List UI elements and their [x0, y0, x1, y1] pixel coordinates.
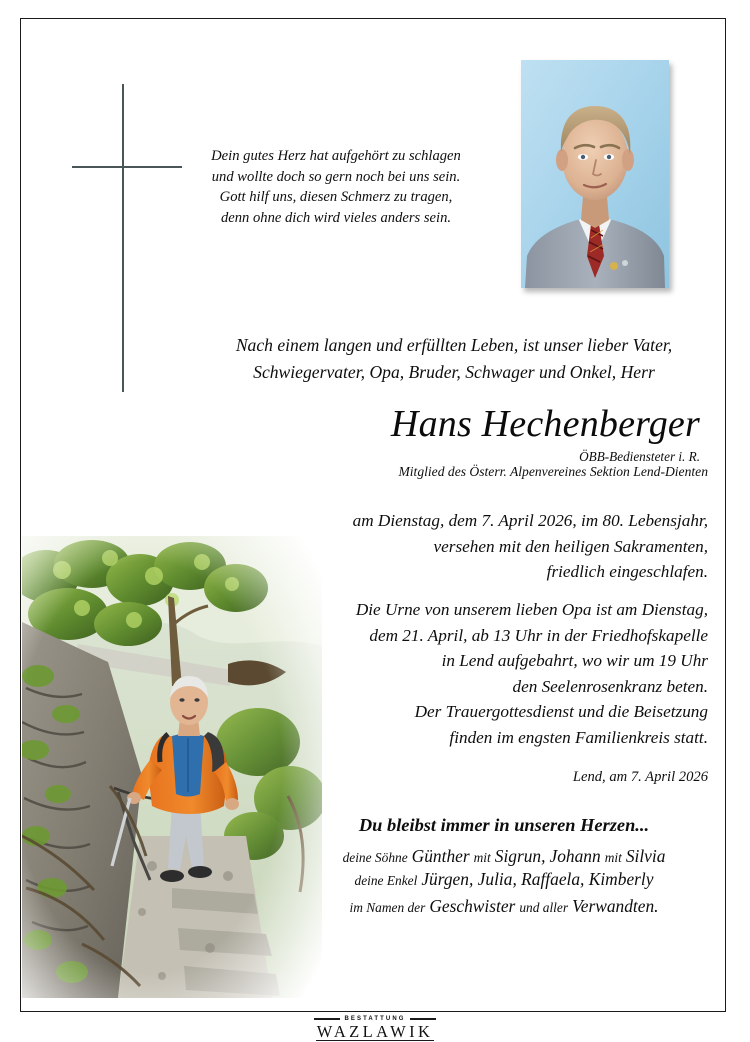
- cross-horizontal-bar: [72, 166, 182, 168]
- cross-vertical-bar: [122, 84, 124, 392]
- poem-verse: [176, 146, 496, 228]
- passing-details: [250, 508, 708, 585]
- closing-relatives: Verwandten.: [572, 896, 659, 916]
- cross-icon: [72, 84, 182, 392]
- farewell-line: Du bleibst immer in unseren Herzen...: [358, 815, 650, 835]
- urn-line: in Lend aufgebahrt, wo wir um 19 Uhr: [441, 651, 708, 670]
- sons-connector-1: mit: [473, 850, 491, 865]
- intro-text: [200, 332, 708, 386]
- urn-line: Die Urne von unserem lieben Opa ist am Dienstag,: [355, 600, 708, 619]
- service-line: Der Trauergottesdienst und die Beisetzung: [414, 702, 708, 721]
- poem-line: denn ohne dich wird vieles anders sein.: [220, 209, 452, 226]
- logo-rule-left: [314, 1018, 340, 1020]
- intro-line: Nach einem langen und erfüllten Leben, ist unser lieber Vater,: [235, 335, 673, 355]
- sons-prefix: deine Söhne: [342, 850, 408, 865]
- closing-siblings: Geschwister: [429, 896, 516, 916]
- passing-line: am Dienstag, dem 7. April 2026, im 80. Lebensjahr,: [352, 511, 708, 530]
- poem-line: Dein gutes Herz hat aufgehört zu schlagen: [211, 148, 461, 164]
- service-details: [280, 699, 708, 750]
- deceased-membership: Mitglied des Österr. Alpenvereines Sektion Lend-Dienten: [398, 464, 708, 479]
- passing-line: friedlich eingeschlafen.: [546, 562, 708, 581]
- son-name-guenther: Günther: [411, 846, 470, 866]
- place-and-date: Lend, am 7. April 2026: [572, 769, 708, 785]
- closing-prefix: im Namen der: [349, 900, 426, 915]
- son-name-johann: Johann: [549, 846, 601, 866]
- logo-rule-right: [410, 1018, 436, 1020]
- logo-wazlawik-text: WAZLAWIK: [316, 1022, 434, 1041]
- urn-details: [250, 597, 708, 699]
- poem-line: Gott hilf uns, diesen Schmerz zu tragen,: [219, 189, 453, 205]
- portrait-photo: [521, 60, 669, 288]
- service-line: finden im engsten Familienkreis statt.: [449, 727, 708, 747]
- closing-connector: und aller: [519, 900, 569, 915]
- poem-line: und wollte doch so gern noch bei uns sein.: [211, 168, 461, 185]
- grandchildren-prefix: deine Enkel: [354, 873, 418, 888]
- family-sons-line: [300, 846, 708, 867]
- portrait-photo-svg: [521, 60, 669, 288]
- urn-line: den Seelenrosenkranz beten.: [512, 676, 708, 696]
- urn-line: dem 21. April, ab 13 Uhr in der Friedhofskapelle: [369, 625, 708, 645]
- partner-name-sigrun: Sigrun,: [494, 846, 546, 866]
- passing-line: versehen mit den heiligen Sakramenten,: [433, 536, 708, 556]
- family-closing-line: [300, 896, 708, 917]
- intro-line: Schwiegervater, Opa, Bruder, Schwager und Onkel, Herr: [253, 362, 655, 382]
- logo-bestattung-text: BESTATTUNG: [344, 1015, 406, 1022]
- deceased-name: Hans Hechenberger: [390, 403, 700, 445]
- sons-connector-2: mit: [604, 850, 622, 865]
- partner-name-silvia: Silvia: [625, 846, 666, 866]
- deceased-role: ÖBB-Bediensteter i. R.: [579, 449, 700, 464]
- family-grandchildren-line: [300, 869, 708, 890]
- grandchildren-names: Jürgen, Julia, Raffaela, Kimberly: [421, 869, 654, 889]
